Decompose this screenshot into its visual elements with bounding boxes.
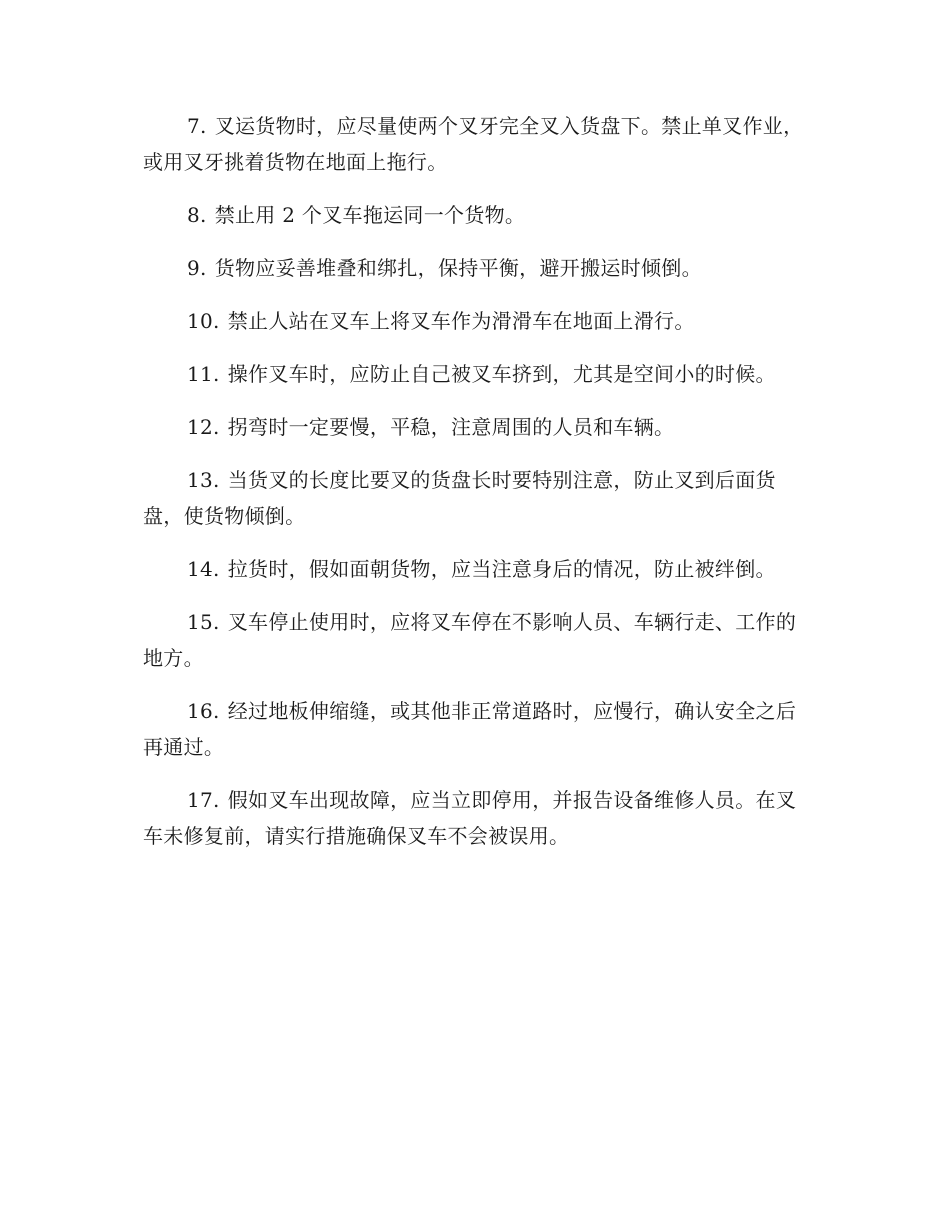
rule-text: 当货叉的长度比要叉的货盘长时要特别注意，防止叉到后面货盘，使货物倾倒。 (143, 468, 776, 528)
rule-number: 10. (187, 309, 220, 333)
rule-number: 12. (187, 415, 220, 439)
rule-number: 8. (187, 203, 207, 227)
rule-number: 11. (187, 362, 220, 386)
rule-item-10 (143, 303, 807, 339)
rule-number: 9. (187, 256, 207, 280)
document-body (143, 108, 807, 871)
rule-number: 14. (187, 557, 220, 581)
rule-text: 拐弯时一定要慢，平稳，注意周围的人员和车辆。 (227, 415, 675, 439)
rule-text: 叉车停止使用时，应将叉车停在不影响人员、车辆行走、工作的地方。 (143, 610, 797, 670)
rule-text: 经过地板伸缩缝，或其他非正常道路时，应慢行，确认安全之后再通过。 (143, 699, 797, 759)
rule-number: 17. (187, 788, 220, 812)
rule-text: 叉运货物时，应尽量使两个叉牙完全叉入货盘下。禁止单叉作业，或用叉牙挑着货物在地面上拖行。 (143, 114, 804, 174)
rule-text: 假如叉车出现故障，应当立即停用，并报告设备维修人员。在叉车未修复前，请实行措施确保叉车不会被误用。 (143, 788, 797, 848)
rule-item-14 (143, 551, 807, 587)
rule-item-16 (143, 693, 807, 765)
rule-item-7 (143, 108, 807, 180)
rule-item-9 (143, 250, 807, 286)
rule-item-8 (143, 197, 807, 233)
rule-text: 禁止用 2 个叉车拖运同一个货物。 (214, 203, 526, 227)
rule-item-13 (143, 462, 807, 534)
rule-text: 拉货时，假如面朝货物，应当注意身后的情况，防止被绊倒。 (227, 557, 776, 581)
rule-text: 货物应妥善堆叠和绑扎，保持平衡，避开搬运时倾倒。 (214, 256, 702, 280)
rule-item-11 (143, 356, 807, 392)
rule-number: 16. (187, 699, 220, 723)
rule-number: 13. (187, 468, 220, 492)
rule-number: 7. (187, 114, 207, 138)
rule-item-17 (143, 782, 807, 854)
rule-text: 操作叉车时，应防止自己被叉车挤到，尤其是空间小的时候。 (227, 362, 776, 386)
rule-item-12 (143, 409, 807, 445)
rule-text: 禁止人站在叉车上将叉车作为滑滑车在地面上滑行。 (227, 309, 695, 333)
rule-item-15 (143, 604, 807, 676)
rule-number: 15. (187, 610, 220, 634)
